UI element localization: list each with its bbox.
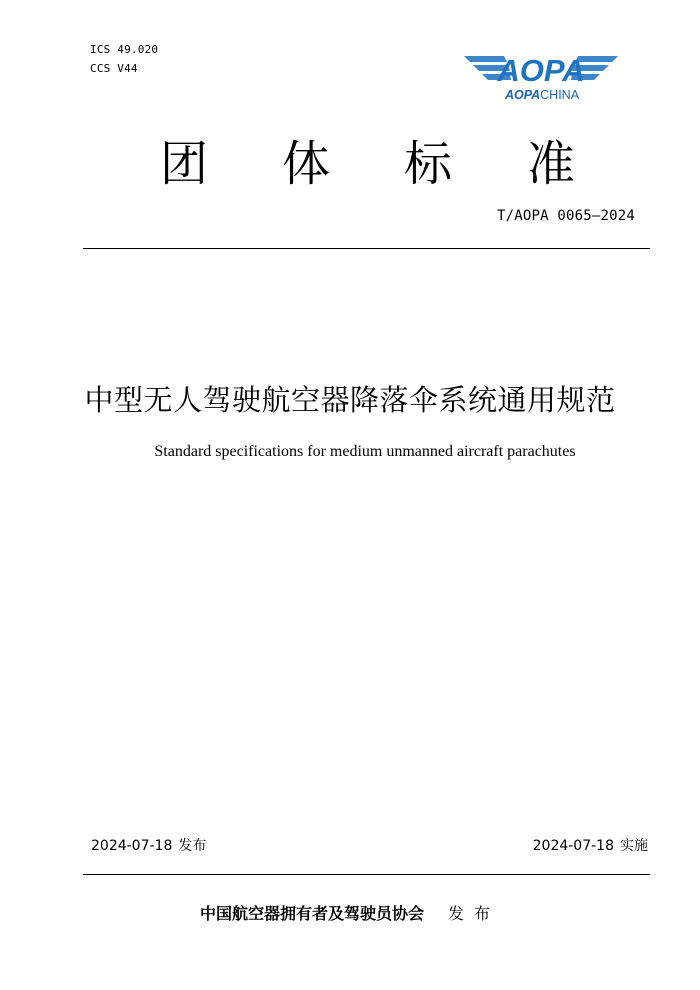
issuer-line: [0, 902, 700, 926]
top-divider: [83, 248, 650, 249]
implement-date: 2024-07-18: [532, 838, 614, 854]
implement-label: 实施: [620, 838, 648, 854]
logo-subtext-light: CHINA: [540, 88, 580, 102]
aopa-logo-graphic: [464, 50, 618, 106]
logo-wordmark: AOPA: [497, 53, 585, 88]
publish-label: 发布: [178, 838, 207, 854]
ics-code: ICS 49.020: [90, 43, 159, 56]
standard-number: T/AOPA 0065—2024: [496, 208, 635, 224]
doc-type-char: 体: [282, 136, 331, 192]
bottom-divider: [83, 874, 650, 875]
aopa-logo: [464, 50, 618, 106]
ccs-code: CCS V44: [90, 62, 138, 75]
publish-date-line: [91, 836, 206, 856]
doc-type-char: 标: [404, 136, 453, 192]
implement-date-line: [533, 836, 648, 856]
logo-subtext-bold: AOPA: [504, 88, 541, 102]
title-chinese: 中型无人驾驶航空器降落伞系统通用规范: [84, 383, 616, 417]
logo-subtext: [504, 88, 580, 102]
issuing-organization: 中国航空器拥有者及驾驶员协会: [199, 904, 424, 923]
publish-date: 2024-07-18: [91, 838, 173, 854]
document-type-heading: [0, 134, 700, 194]
issue-label: 发布: [448, 904, 501, 923]
doc-type-char: 准: [527, 136, 576, 192]
doc-type-char: 团: [160, 136, 209, 192]
title-english: Standard specifications for medium unmanned aircraft parachutes: [154, 443, 576, 460]
